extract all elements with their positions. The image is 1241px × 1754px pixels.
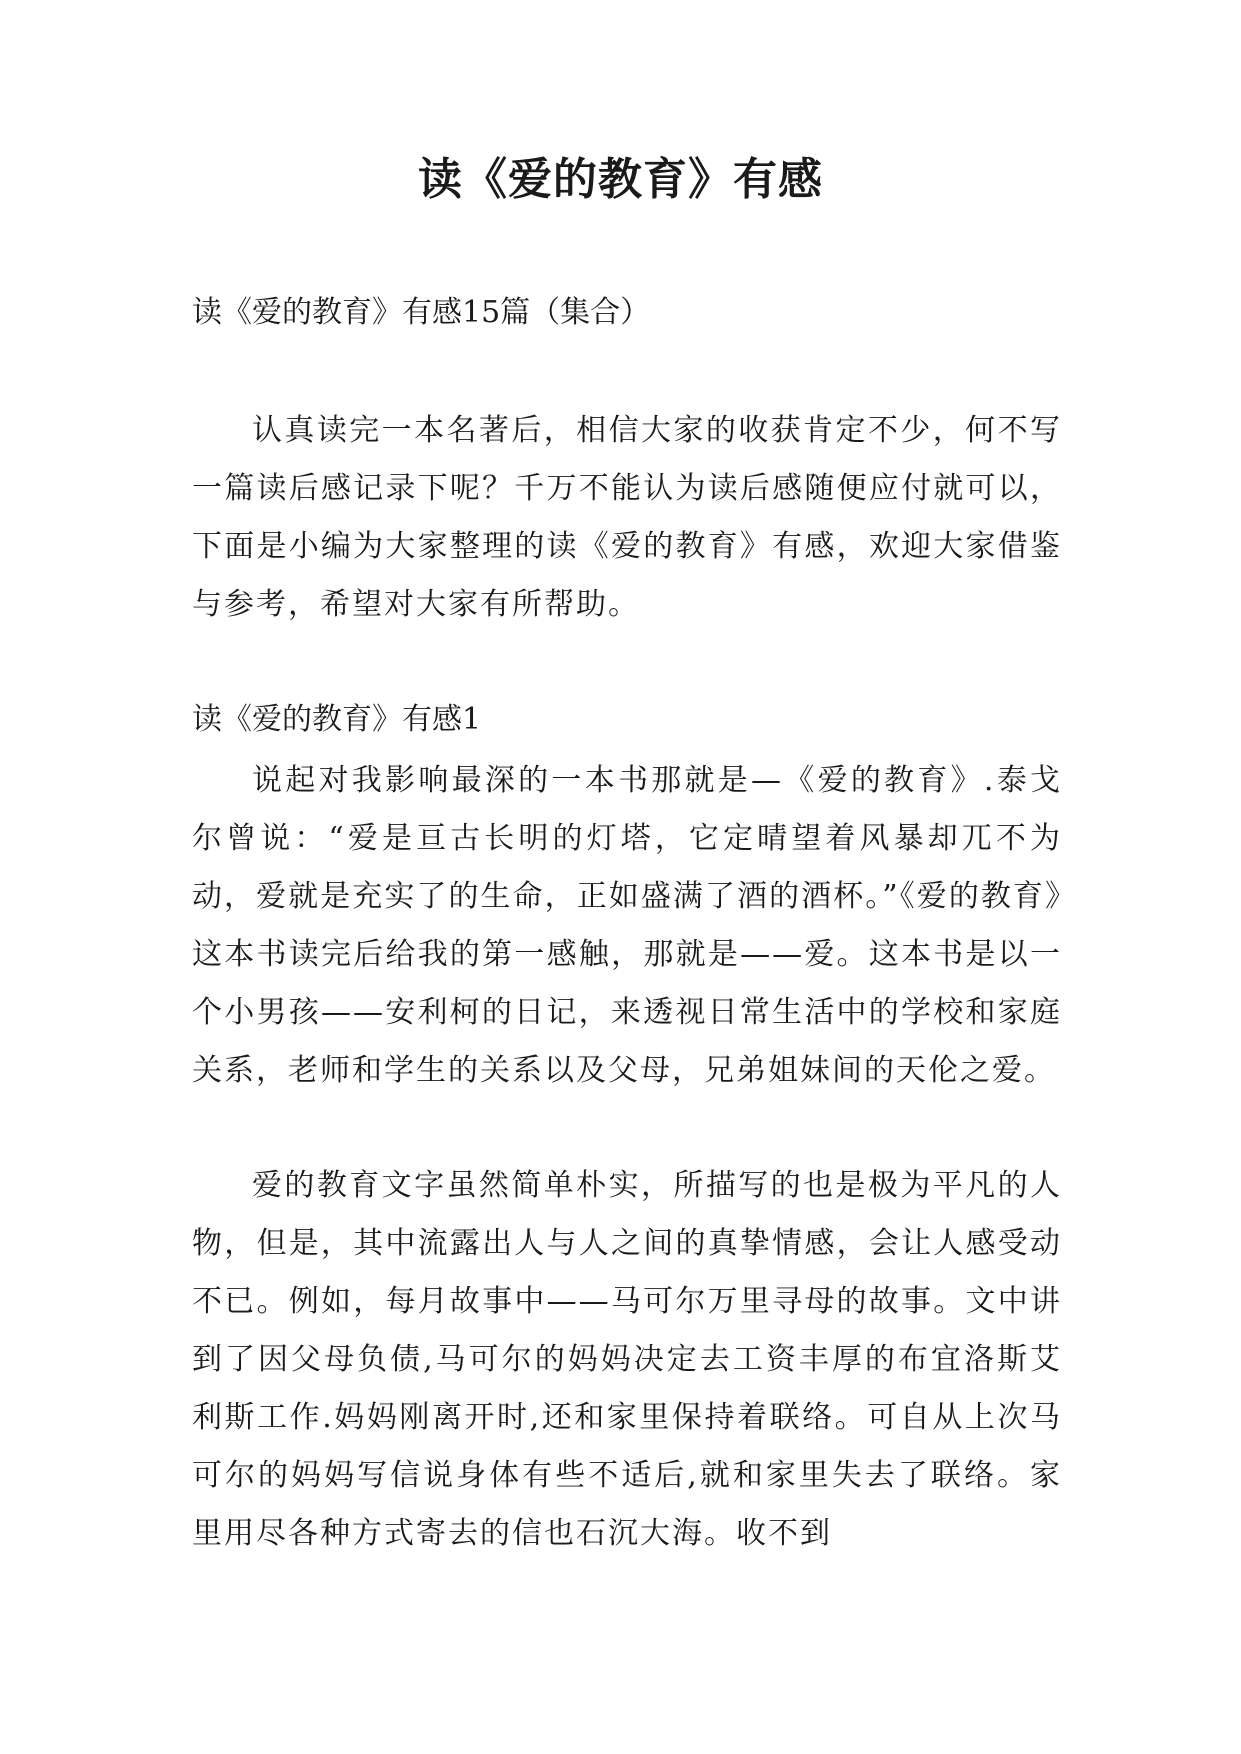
body-paragraph: 说起对我影响最深的一本书那就是—《爱的教育》.泰戈尔曾说：“爱是亘古长明的灯塔，它定晴望着风暴却兀不为动，爱就是充实了的生命，正如盛满了酒的酒杯。”《爱的教育》这本书读完后给我的第一感触，那就是——爱。这本书是以一个小男孩——安利柯的日记，来透视日常生活中的学校和家庭关系，老师和学生的关系以及父母，兄弟姐妹间的天伦之爱。 bbox=[192, 763, 1062, 1088]
section-heading: 读《爱的教育》有感1 bbox=[192, 702, 482, 737]
document-title: 读《爱的教育》有感 bbox=[418, 154, 823, 205]
document-subtitle: 读《爱的教育》有感15篇（集合） bbox=[192, 295, 651, 330]
body-paragraph: 爱的教育文字虽然简单朴实，所描写的也是极为平凡的人物，但是，其中流露出人与人之间的真挚情感，会让人感受动不已。例如，每月故事中——马可尔万里寻母的故事。文中讲到了因父母负债,马可尔的妈妈决定去工资丰厚的布宜洛斯艾利斯工作.妈妈刚离开时,还和家里保持着联络。可自从上次马可尔的妈妈写信说身体有些不适后,就和家里失去了联络。家里用尽各种方式寄去的信也石沉大海。收不到 bbox=[192, 1168, 1062, 1551]
intro-paragraph: 认真读完一本名著后，相信大家的收获肯定不少，何不写一篇读后感记录下呢？千万不能认为读后感随便应付就可以，下面是小编为大家整理的读《爱的教育》有感，欢迎大家借鉴与参考，希望对大家有所帮助。 bbox=[192, 413, 1062, 622]
